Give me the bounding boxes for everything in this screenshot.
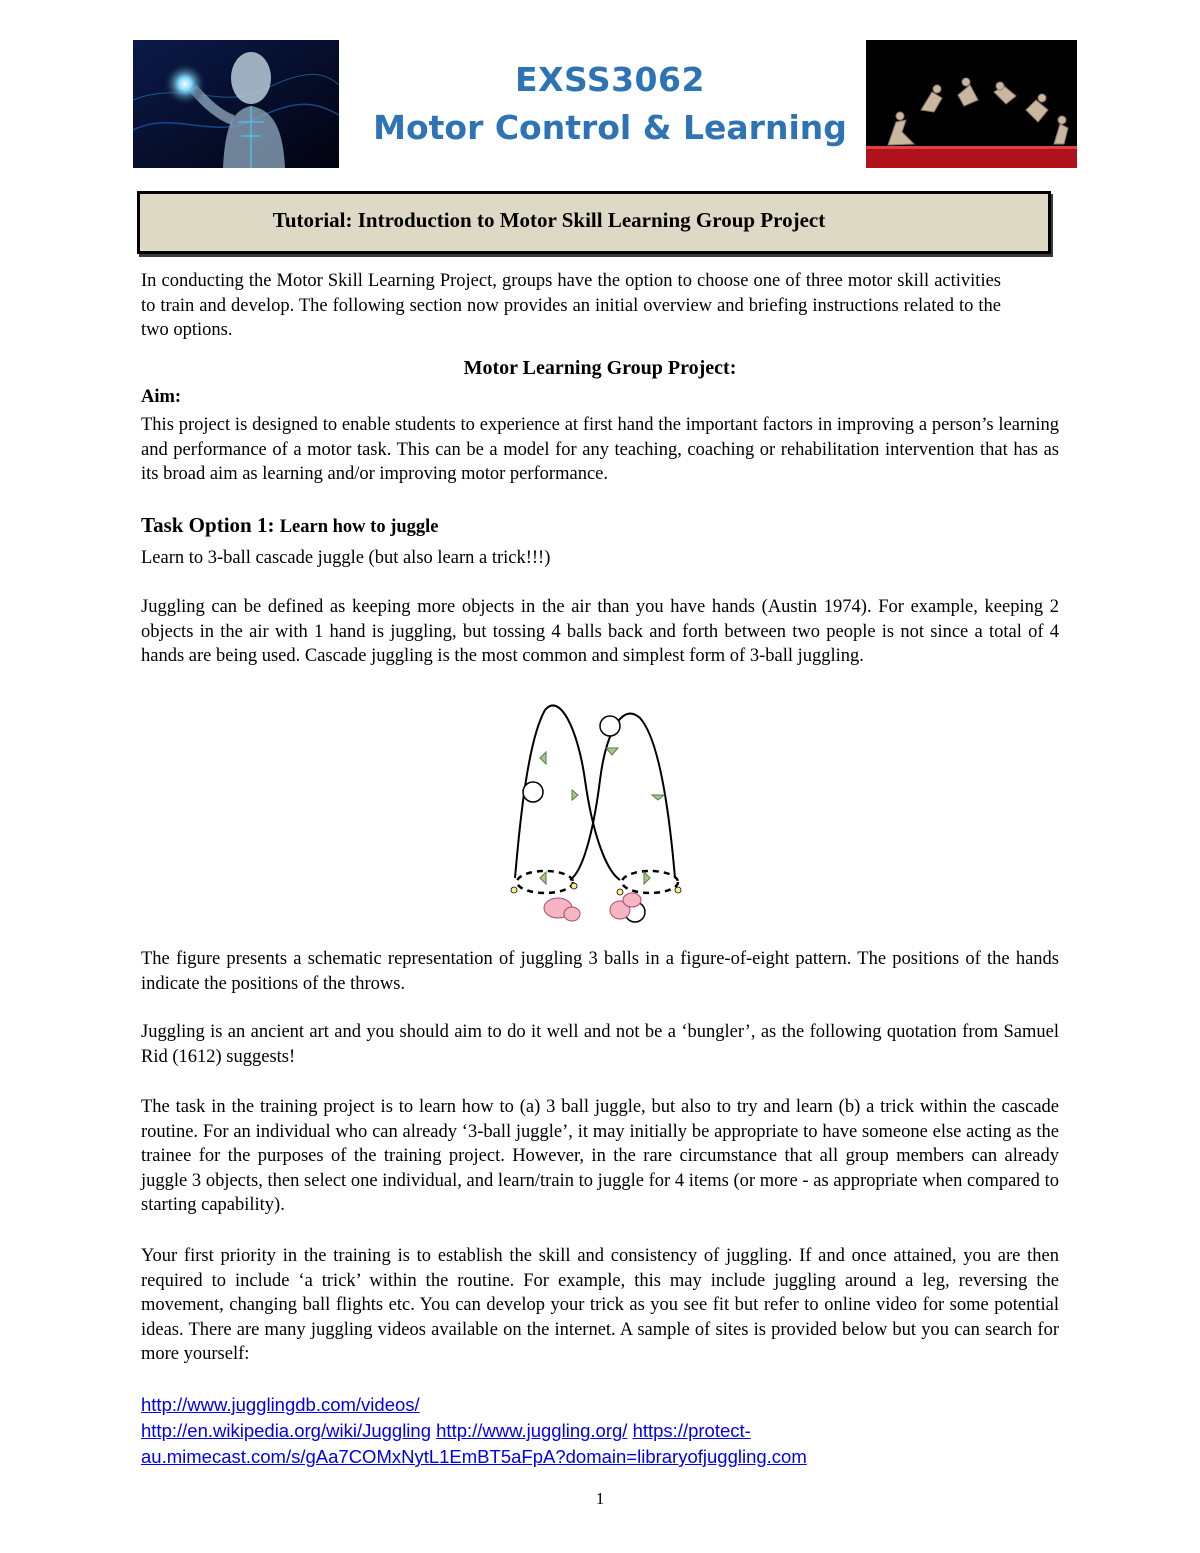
cascade-juggling-diagram bbox=[500, 700, 700, 930]
link-juggling-org[interactable]: http://www.juggling.org/ bbox=[436, 1420, 628, 1441]
link-mimecast-part1[interactable]: https://protect- bbox=[632, 1420, 751, 1441]
juggling-definition-paragraph: Juggling can be defined as keeping more objects in the air than you have hands (Austin 1974). For example, keeping 2 objects in the air with 1 hand is juggling, but tossing 4 balls back and forth between two people is not since a total of 4 hands are being used. Cascade juggling is the most common and simplest form of 3-ball juggling. bbox=[141, 597, 1059, 666]
course-title: Motor Control & Learning bbox=[373, 108, 847, 147]
task-option-heading bbox=[141, 513, 1059, 540]
task-option-title: Learn how to juggle bbox=[279, 517, 439, 537]
aim-label: Aim: bbox=[141, 387, 182, 407]
tutorial-title-box bbox=[137, 191, 1051, 254]
course-code: EXSS3062 bbox=[515, 60, 705, 99]
page-number: 1 bbox=[595, 1489, 605, 1508]
priority-paragraph: Your first priority in the training is to establish the skill and consistency of juggling. If and once attained, you are then required to include ‘a trick’ within the routine. For example, this may include juggling around a leg, reversing the movement, changing ball flights etc. You can develop your trick as you see fit but refer to online video for some potential ideas. There are many juggling videos available on the internet. A sample of sites is provided below but you can search for more yourself: bbox=[141, 1246, 1059, 1364]
intro-paragraph: In conducting the Motor Skill Learning Project, groups have the option to choose one of three motor skill activities to train and develop. The following section now provides an initial overview and briefing instructions related to the two options. bbox=[141, 271, 1001, 340]
link-jugglingdb[interactable]: http://www.jugglingdb.com/videos/ bbox=[141, 1394, 420, 1415]
link-mimecast-part2[interactable]: au.mimecast.com/s/gAa7COMxNytL1EmBT5aFpA?domain=libraryofjuggling.com bbox=[141, 1446, 807, 1467]
figure-caption-paragraph: The figure presents a schematic representation of juggling 3 balls in a figure-of-eight pattern. The positions of the hands indicate the positions of the throws. bbox=[141, 949, 1059, 994]
aim-paragraph: This project is designed to enable students to experience at first hand the important factors in improving a person’s learning and performance of a motor task. This can be a model for any teaching, coaching or rehabilitation intervention that has as its broad aim as learning and/or improving motor performance. bbox=[141, 415, 1059, 484]
video-links bbox=[141, 1392, 1059, 1470]
neuro-human-image bbox=[133, 40, 339, 168]
task-subtitle: Learn to 3-ball cascade juggle (but also learn a trick!!!) bbox=[141, 548, 551, 568]
link-wikipedia-juggling[interactable]: http://en.wikipedia.org/wiki/Juggling bbox=[141, 1420, 431, 1441]
task-option-label: Task Option 1: bbox=[141, 513, 275, 537]
tutorial-title: Tutorial: Introduction to Motor Skill Learning Group Project bbox=[272, 208, 826, 232]
training-task-paragraph: The task in the training project is to learn how to (a) 3 ball juggle, but also to try and learn (b) a trick within the cascade routine. For an individual who can already ‘3-ball juggle’, it may initially be appropriate to have someone else acting as the trainee for the purposes of the training project. However, in the rare circumstance that all group members can already juggle 3 objects, then select one individual, and learn/train to juggle for 4 items (or more - as appropriate when compared to starting capability). bbox=[141, 1097, 1059, 1215]
ancient-art-paragraph: Juggling is an ancient art and you should aim to do it well and not be a ‘bungler’, as the following quotation from Samuel Rid (1612) suggests! bbox=[141, 1022, 1059, 1067]
project-heading: Motor Learning Group Project: bbox=[463, 357, 737, 379]
gymnast-sequence-image bbox=[866, 40, 1077, 168]
